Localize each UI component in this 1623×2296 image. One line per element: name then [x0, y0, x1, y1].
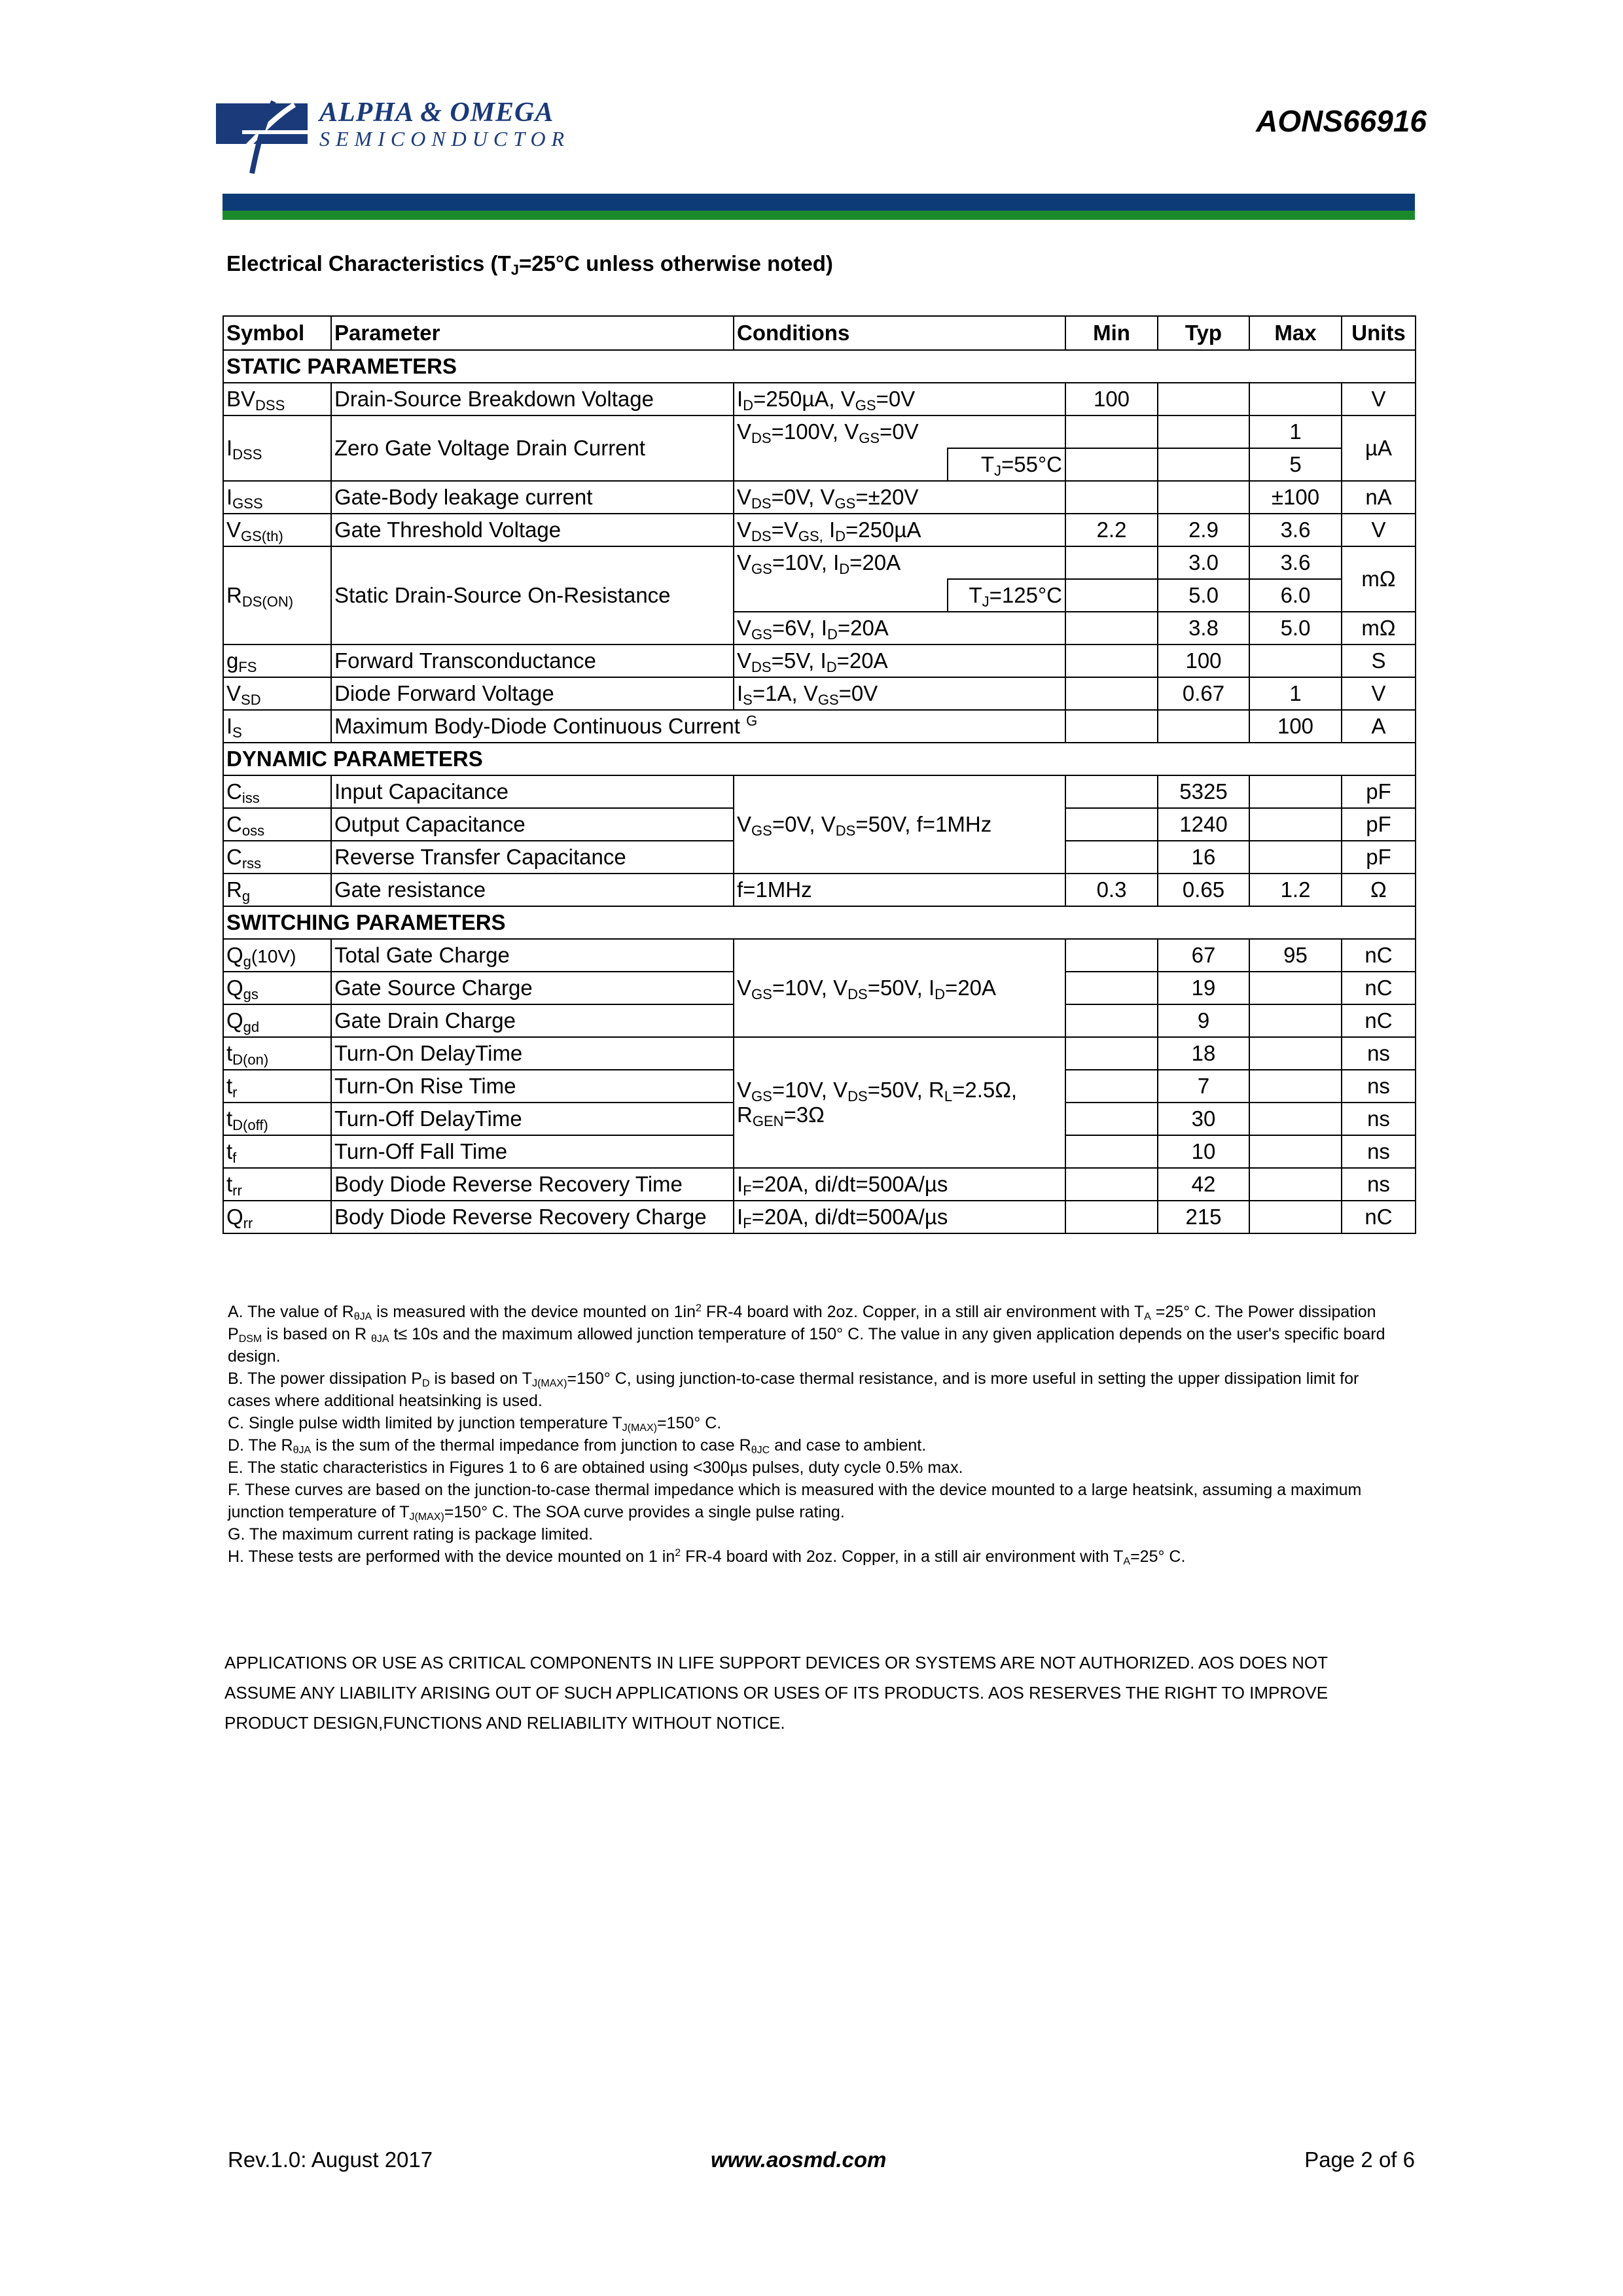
typ-cell: 3.0 [1158, 546, 1249, 579]
max-cell: 6.0 [1249, 579, 1342, 612]
min-cell [1065, 841, 1158, 874]
table-row [223, 514, 1416, 546]
symbol-cell: $I_{GSS}$ [223, 481, 331, 514]
parameter-cell: Gate Source Charge [331, 972, 734, 1004]
condition-cell: $V_{GS}=0V$, $V_{DS}=50V$, f=1MHz [734, 775, 1065, 874]
min-cell [1065, 546, 1158, 579]
footer-website-link[interactable]: www.aosmd.com [711, 2147, 887, 2172]
units-cell: mΩ [1342, 546, 1416, 612]
parameter-cell: Diode Forward Voltage [331, 677, 734, 710]
table-row [223, 481, 1416, 514]
units-cell: Ω [1342, 874, 1416, 906]
table-row [223, 677, 1416, 710]
parameter-cell: Turn-On Rise Time [331, 1070, 734, 1103]
max-cell [1249, 1037, 1342, 1070]
section-title: Electrical Characteristics ($T_J=25^\circ C$ unless otherwise noted) [226, 251, 833, 278]
condition-cell: $I_D=250\mu A$, $V_{GS}=0V$ [734, 383, 1065, 415]
typ-cell: 2.9 [1158, 514, 1249, 546]
header-min: Min [1065, 316, 1158, 350]
max-cell [1249, 841, 1342, 874]
min-cell [1065, 1103, 1158, 1135]
units-cell: nC [1342, 939, 1416, 972]
table-row [223, 874, 1416, 906]
typ-cell: 100 [1158, 645, 1249, 677]
min-cell [1065, 1135, 1158, 1168]
max-cell: 1.2 [1249, 874, 1342, 906]
parameter-cell: Total Gate Charge [331, 939, 734, 972]
units-cell: ns [1342, 1037, 1416, 1070]
min-cell: 2.2 [1065, 514, 1158, 546]
parameter-cell: Turn-Off Fall Time [331, 1135, 734, 1168]
table-row [223, 415, 1416, 448]
typ-cell [1158, 415, 1249, 448]
table-row [223, 1201, 1416, 1233]
table-row [223, 775, 1416, 808]
min-cell [1065, 612, 1158, 645]
units-cell: pF [1342, 841, 1416, 874]
units-cell: pF [1342, 775, 1416, 808]
min-cell [1065, 415, 1158, 448]
min-cell [1065, 1037, 1158, 1070]
max-cell [1249, 808, 1342, 841]
table-header-row [223, 316, 1416, 350]
header-bar-green [223, 211, 1415, 220]
parameter-cell: Body Diode Reverse Recovery Time [331, 1168, 734, 1201]
units-cell: nC [1342, 972, 1416, 1004]
table-row [223, 546, 1416, 579]
symbol-cell: $BV_{DSS}$ [223, 383, 331, 415]
max-cell [1249, 383, 1342, 415]
condition-cell: $V_{DS}=5V$, $I_D=20A$ [734, 645, 1065, 677]
max-cell [1249, 1070, 1342, 1103]
typ-cell: 5325 [1158, 775, 1249, 808]
min-cell: 100 [1065, 383, 1158, 415]
header-units: Units [1342, 316, 1416, 350]
symbol-cell: $Q_{gs}$ [223, 972, 331, 1004]
units-cell: ns [1342, 1135, 1416, 1168]
disclaimer-line: APPLICATIONS OR USE AS CRITICAL COMPONENTS IN LIFE SUPPORT DEVICES OR SYSTEMS ARE NOT AUTHORIZED. AOS DOES NOT [224, 1653, 1329, 1672]
symbol-cell: $g_{FS}$ [223, 645, 331, 677]
part-number: AONS66916 [1256, 104, 1427, 138]
parameter-cell: Maximum Body-Diode Continuous Current $^G$ [331, 710, 1065, 743]
max-cell [1249, 972, 1342, 1004]
disclaimer [224, 1648, 1422, 1738]
symbol-cell: $C_{iss}$ [223, 775, 331, 808]
max-cell [1249, 1103, 1342, 1135]
table-row [223, 1037, 1416, 1070]
header-conditions: Conditions [734, 316, 1065, 350]
min-cell [1065, 481, 1158, 514]
symbol-cell: $V_{GS(th)}$ [223, 514, 331, 546]
max-cell [1249, 1201, 1342, 1233]
symbol-cell: $V_{SD}$ [223, 677, 331, 710]
symbol-cell: $t_{rr}$ [223, 1168, 331, 1201]
units-cell: A [1342, 710, 1416, 743]
min-cell: 0.3 [1065, 874, 1158, 906]
typ-cell: 215 [1158, 1201, 1249, 1233]
units-cell: ns [1342, 1103, 1416, 1135]
disclaimer-line: PRODUCT DESIGN,FUNCTIONS AND RELIABILITY WITHOUT NOTICE. [224, 1713, 785, 1733]
parameter-cell: Forward Transconductance [331, 645, 734, 677]
note-d: D. The $R_{\theta JA}$ is the sum of the thermal impedance from junction to case $R_{\theta JC}$ and case to ambient. [228, 1436, 927, 1456]
typ-cell: 0.65 [1158, 874, 1249, 906]
symbol-cell: $I_{DSS}$ [223, 415, 331, 481]
note-h: H. These tests are performed with the device mounted on 1 $in^2$ FR-4 board with 2oz. Copper, in a still air environment with $T_A=25^\circ$ C. [228, 1547, 1186, 1567]
min-cell [1065, 972, 1158, 1004]
condition-cell: $I_F=20A$, di/dt=500A/µs [734, 1201, 1065, 1233]
symbol-cell: $C_{rss}$ [223, 841, 331, 874]
parameter-cell: Zero Gate Voltage Drain Current [331, 415, 734, 481]
symbol-cell: $C_{oss}$ [223, 808, 331, 841]
parameter-cell: Gate-Body leakage current [331, 481, 734, 514]
section-dynamic: DYNAMIC PARAMETERS [223, 743, 1416, 775]
section-switching: SWITCHING PARAMETERS [223, 906, 1416, 939]
typ-cell [1158, 710, 1249, 743]
parameter-cell: Body Diode Reverse Recovery Charge [331, 1201, 734, 1233]
max-cell [1249, 1168, 1342, 1201]
min-cell [1065, 808, 1158, 841]
min-cell [1065, 448, 1158, 481]
units-cell: V [1342, 514, 1416, 546]
condition-cell: $V_{GS}=6V$, $I_D=20A$ [734, 612, 1065, 645]
condition-cell: $V_{GS}=10V$, $I_D=20A$ [734, 546, 1065, 579]
header-max: Max [1249, 316, 1342, 350]
symbol-cell: $Q_{rr}$ [223, 1201, 331, 1233]
parameter-cell: Turn-On DelayTime [331, 1037, 734, 1070]
max-cell [1249, 1135, 1342, 1168]
condition-cell: $I_F=20A$, di/dt=500A/µs [734, 1168, 1065, 1201]
parameter-cell: Drain-Source Breakdown Voltage [331, 383, 734, 415]
units-cell: nC [1342, 1201, 1416, 1233]
condition-spacer [734, 448, 948, 481]
parameter-cell: Gate Drain Charge [331, 1004, 734, 1037]
units-cell: V [1342, 383, 1416, 415]
typ-cell: 7 [1158, 1070, 1249, 1103]
max-cell: ±100 [1249, 481, 1342, 514]
symbol-cell: $I_S$ [223, 710, 331, 743]
units-cell: µA [1342, 415, 1416, 481]
min-cell [1065, 579, 1158, 612]
typ-cell [1158, 481, 1249, 514]
header-typ: Typ [1158, 316, 1249, 350]
footer-revision: Rev.1.0: August 2017 [228, 2147, 433, 2172]
footer-page-number: Page 2 of 6 [1304, 2147, 1415, 2172]
units-cell: S [1342, 645, 1416, 677]
symbol-cell: $R_{DS(ON)}$ [223, 546, 331, 645]
min-cell [1065, 710, 1158, 743]
disclaimer-line: ASSUME ANY LIABILITY ARISING OUT OF SUCH APPLICATIONS OR USES OF ITS PRODUCTS. AOS RESERVES THE RIGHT TO IMPROVE [224, 1683, 1329, 1703]
note-b: B. The power dissipation $P_D$ is based on $T_{J(MAX)}=150^\circ$ C, using junction-to-case thermal resistance, and is more useful in setting the upper dissipation limit for cases where additional heatsinking is used. [228, 1369, 1359, 1410]
symbol-cell: $R_g$ [223, 874, 331, 906]
max-cell: 95 [1249, 939, 1342, 972]
units-cell: nA [1342, 481, 1416, 514]
typ-cell: 0.67 [1158, 677, 1249, 710]
note-e: E. The static characteristics in Figures 1 to 6 are obtained using <300µs pulses, duty cycle 0.5% max. [228, 1458, 963, 1477]
note-c: C. Single pulse width limited by junction temperature $T_{J(MAX)}=150^\circ$ C. [228, 1414, 722, 1434]
note-g: G. The maximum current rating is package limited. [228, 1525, 594, 1544]
parameter-cell: Gate resistance [331, 874, 734, 906]
condition-cell: $V_{DS}=100V$, $V_{GS}=0V$ [734, 415, 1065, 448]
condition-cell: f=1MHz [734, 874, 1065, 906]
typ-cell: 1240 [1158, 808, 1249, 841]
typ-cell [1158, 383, 1249, 415]
condition-cell: $V_{DS}=V_{GS,}$ $I_D=250\mu A$ [734, 514, 1065, 546]
note-a: A. The value of $R_{\theta JA}$ is measured with the device mounted on $1in^2$ FR-4 board with 2oz. Copper, in a still air environment with $T_A =25^\circ$ C. The Power dissipation $P_{DSM}$ is based on R $_{\theta JA}$ t≤ 10s and the maximum allowed junction temperature of 150° C. The value in any given application depends on the user's specific board design. [228, 1303, 1385, 1366]
section-static: STATIC PARAMETERS [223, 350, 1416, 383]
table-row [223, 645, 1416, 677]
units-cell: pF [1342, 808, 1416, 841]
parameter-cell: Reverse Transfer Capacitance [331, 841, 734, 874]
min-cell [1065, 645, 1158, 677]
max-cell: 1 [1249, 677, 1342, 710]
min-cell [1065, 1070, 1158, 1103]
condition-cell: $I_S=1A$, $V_{GS}=0V$ [734, 677, 1065, 710]
company-subtitle: SEMICONDUCTOR [319, 127, 571, 150]
condition-cell: $V_{GS}=10V$, $V_{DS}=50V$, $I_D=20A$ [734, 939, 1065, 1037]
electrical-characteristics-table [223, 315, 1416, 1234]
max-cell: 100 [1249, 710, 1342, 743]
parameter-cell: Output Capacitance [331, 808, 734, 841]
max-cell: 1 [1249, 415, 1342, 448]
typ-cell: 18 [1158, 1037, 1249, 1070]
min-cell [1065, 1168, 1158, 1201]
max-cell [1249, 1004, 1342, 1037]
typ-cell: 5.0 [1158, 579, 1249, 612]
parameter-cell: Static Drain-Source On-Resistance [331, 546, 734, 645]
symbol-cell: $Q_{gd}$ [223, 1004, 331, 1037]
typ-cell [1158, 448, 1249, 481]
header-bar-blue [223, 194, 1415, 211]
table-row [223, 710, 1416, 743]
typ-cell: 10 [1158, 1135, 1249, 1168]
parameter-cell: Gate Threshold Voltage [331, 514, 734, 546]
max-cell [1249, 775, 1342, 808]
min-cell [1065, 1004, 1158, 1037]
parameter-cell: Input Capacitance [331, 775, 734, 808]
condition-cell: $V_{GS}=10V$, $V_{DS}=50V$, $R_L=2.5\Omega$, $R_{GEN}=3\Omega$ [734, 1037, 1065, 1168]
typ-cell: 30 [1158, 1103, 1249, 1135]
typ-cell: 3.8 [1158, 612, 1249, 645]
units-cell: ns [1342, 1168, 1416, 1201]
symbol-cell: $t_f$ [223, 1135, 331, 1168]
max-cell: 5 [1249, 448, 1342, 481]
symbol-cell: $t_{D(on)}$ [223, 1037, 331, 1070]
symbol-cell: $t_{D(off)}$ [223, 1103, 331, 1135]
condition-spacer [734, 579, 948, 612]
min-cell [1065, 939, 1158, 972]
condition-cell: $V_{DS}=0V$, $V_{GS}=\pm 20V$ [734, 481, 1065, 514]
header-parameter: Parameter [331, 316, 734, 350]
min-cell [1065, 677, 1158, 710]
symbol-cell: $t_r$ [223, 1070, 331, 1103]
condition-cell: $T_J=125^\circ C$ [948, 579, 1065, 612]
typ-cell: 19 [1158, 972, 1249, 1004]
units-cell: mΩ [1342, 612, 1416, 645]
max-cell: 3.6 [1249, 546, 1342, 579]
min-cell [1065, 1201, 1158, 1233]
max-cell [1249, 645, 1342, 677]
typ-cell: 67 [1158, 939, 1249, 972]
symbol-cell: $Q_g(10V)$ [223, 939, 331, 972]
parameter-cell: Turn-Off DelayTime [331, 1103, 734, 1135]
max-cell: 3.6 [1249, 514, 1342, 546]
typ-cell: 16 [1158, 841, 1249, 874]
header-symbol: Symbol [223, 316, 331, 350]
table-row [223, 1168, 1416, 1201]
units-cell: nC [1342, 1004, 1416, 1037]
typ-cell: 42 [1158, 1168, 1249, 1201]
min-cell [1065, 775, 1158, 808]
table-row [223, 383, 1416, 415]
company-name: ALPHA & OMEGA [319, 97, 554, 128]
typ-cell: 9 [1158, 1004, 1249, 1037]
footnotes [228, 1301, 1406, 1568]
units-cell: ns [1342, 1070, 1416, 1103]
table-row [223, 939, 1416, 972]
max-cell: 5.0 [1249, 612, 1342, 645]
units-cell: V [1342, 677, 1416, 710]
condition-cell: $T_J=55^\circ C$ [948, 448, 1065, 481]
note-f: F. These curves are based on the junction-to-case thermal impedance which is measured with the device mounted to a large heatsink, assuming a maximum junction temperature of $T_{J(MAX)}=150^\circ$ C. The SOA curve provides a single pulse rating. [228, 1481, 1362, 1523]
